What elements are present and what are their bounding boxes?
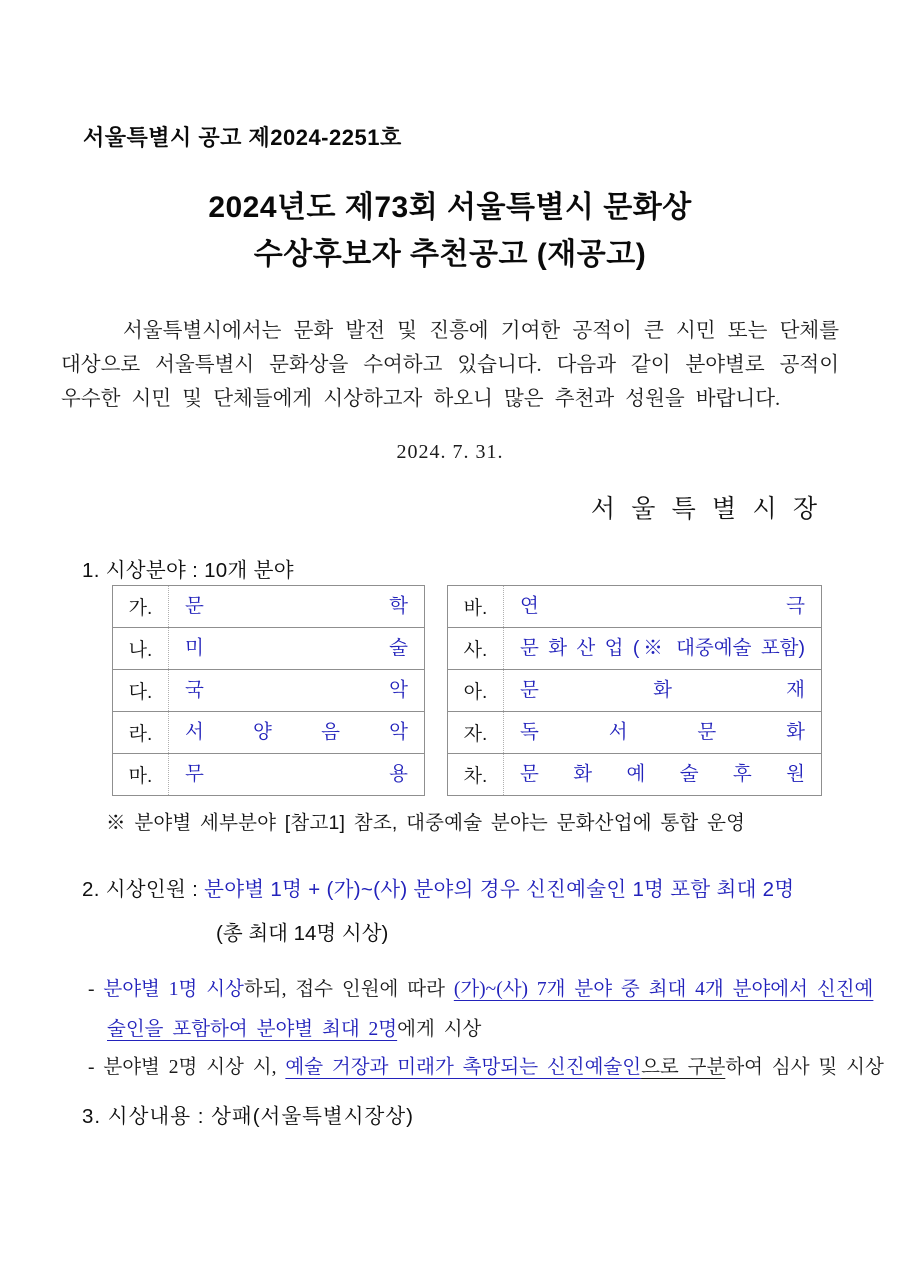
category-table-left (112, 585, 425, 796)
mayor-signature: 서 울 특 별 시 장 (590, 496, 822, 523)
bullet2-dash: - (88, 1056, 104, 1078)
table-row (113, 586, 424, 627)
table-row (113, 753, 424, 795)
bullet2-black-underlined-text: 으로 구분 (641, 1056, 726, 1078)
section2-bullet2 (88, 1048, 897, 1088)
category-value: 서 양 음 악 (185, 721, 408, 743)
category-table-right (447, 585, 822, 796)
bullet1-dash: - (88, 978, 104, 1000)
category-value: 문 화 재 (520, 679, 805, 701)
page-title-line1: 2024년도 제73회 서울특별시 문화상 (208, 191, 692, 224)
page-title (0, 184, 900, 278)
table-row (113, 627, 424, 669)
bullet1-blue-text: 분야별 1명 시상 (103, 978, 244, 1000)
bullet2-black-text: 분야별 2명 시상 시, (103, 1056, 286, 1078)
category-table-note: ※ 분야별 세부분야 [참고1] 참조, 대중예술 분야는 문화산업에 통합 운영 (106, 812, 746, 834)
section3-heading: 3. 시상내용 : 상패(서울특별시장상) (82, 1105, 414, 1128)
category-label: 사. (448, 628, 504, 669)
table-row (448, 586, 821, 627)
bullet1-black-end-text: 에게 시상 (397, 1018, 482, 1040)
category-value: 미 술 (185, 637, 408, 659)
table-row (448, 669, 821, 711)
category-label: 라. (113, 712, 169, 753)
doc-number: 서울특별시 공고 제2024-2251호 (83, 125, 402, 150)
section2-bullet1 (88, 970, 875, 1050)
award-category-tables (112, 585, 822, 796)
bullet2-blue-underlined-text: 예술 거장과 미래가 촉망되는 신진예술인 (285, 1056, 642, 1078)
intro-paragraph: 서울특별시에서는 문화 발전 및 진흥에 기여한 공적이 큰 시민 또는 단체를 대상으로 서울특별시 문화상을 수여하고 있습니다. 다음과 같이 분야별로 공적이 우수한 시민 및 단체들에게 시상하고자 하오니 많은 추천과 성원을 바랍니다. (61, 319, 839, 410)
section2-subline: (총 최대 14명 시상) (216, 922, 389, 945)
bullet2-black-end-text: 하여 심사 및 시상 (725, 1056, 884, 1078)
category-label: 가. (113, 586, 169, 627)
category-value: 독 서 문 화 (520, 721, 805, 743)
category-label: 자. (448, 712, 504, 753)
announcement-date: 2024. 7. 31. (396, 441, 504, 463)
category-value: 문 화 예 술 후 원 (520, 763, 805, 785)
bullet1-blue-underlined-text: (가)~(사) 7개 분야 중 최대 4개 분야에서 신진예술인을 포함하여 분야별 최대 2명 (107, 978, 874, 1040)
bullet1-black-text: 하되, 접수 인원에 따라 (243, 978, 454, 1000)
category-label: 나. (113, 628, 169, 669)
category-value: 무 용 (185, 763, 408, 785)
category-value: 국 악 (185, 679, 408, 701)
category-label: 아. (448, 670, 504, 711)
section2-heading-black: 2. 시상인원 : (82, 878, 205, 901)
category-value: 문 화 산 업 (※ 대중예술 포함) (520, 637, 805, 659)
table-row (448, 627, 821, 669)
category-label: 마. (113, 754, 169, 795)
table-row (113, 669, 424, 711)
category-value: 연 극 (520, 595, 805, 617)
category-value: 문 학 (185, 595, 408, 617)
category-label: 차. (448, 754, 504, 795)
section2-heading-blue: 분야별 1명 + (가)~(사) 분야의 경우 신진예술인 1명 포함 최대 2명 (204, 878, 795, 901)
category-label: 바. (448, 586, 504, 627)
table-row (448, 753, 821, 795)
section2-heading (82, 872, 882, 902)
section1-heading: 1. 시상분야 : 10개 분야 (82, 559, 294, 582)
category-label: 다. (113, 670, 169, 711)
table-row (448, 711, 821, 753)
table-row (113, 711, 424, 753)
page-title-line2: 수상후보자 추천공고 (재공고) (253, 238, 647, 271)
